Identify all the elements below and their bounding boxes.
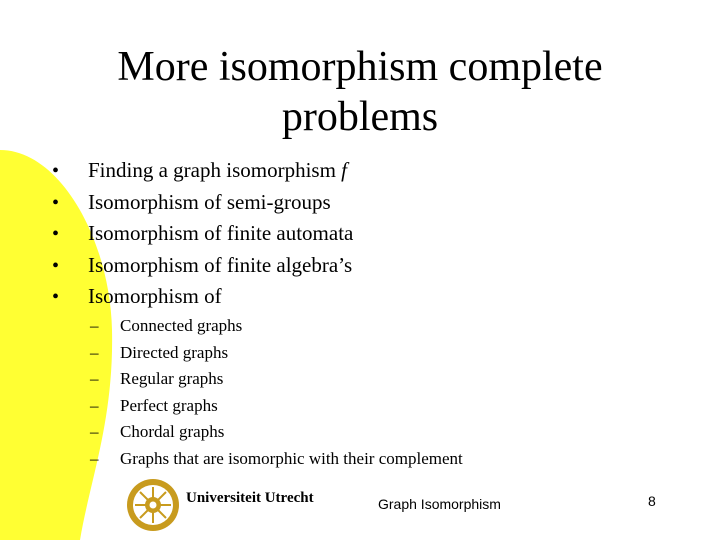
- bullet-text: Isomorphism of finite automata: [88, 221, 354, 245]
- bullet-item: [52, 190, 612, 222]
- sub-symbol: –: [90, 448, 99, 468]
- bullet-emph: f: [341, 158, 348, 182]
- sub-symbol: –: [90, 369, 99, 388]
- slide-title-line2: problems: [281, 94, 439, 140]
- slide-number: 8: [648, 493, 656, 509]
- sub-item-text: Directed graphs: [120, 342, 229, 362]
- bullet-item: [52, 158, 612, 190]
- bullet-symbol: •: [52, 223, 60, 245]
- sub-bullet-list: [90, 316, 610, 475]
- university-name: Universiteit Utrecht: [186, 490, 314, 506]
- sub-symbol: –: [90, 422, 99, 441]
- sub-item-text: Graphs that are isomorphic with their complement: [120, 448, 463, 468]
- sub-item: [90, 396, 610, 423]
- sub-item: [90, 343, 610, 370]
- bullet-symbol: •: [52, 254, 60, 277]
- sub-item: [90, 316, 610, 343]
- bullet-item: [52, 253, 612, 285]
- sub-item-text: Perfect graphs: [120, 395, 218, 415]
- slide-title: [60, 42, 660, 142]
- bullet-symbol: •: [52, 191, 60, 214]
- bullet-text: Isomorphism of: [88, 284, 222, 308]
- sub-item: [90, 449, 610, 476]
- bullet-item: [52, 221, 612, 253]
- bullet-text: Isomorphism of finite algebra’s: [88, 252, 353, 277]
- sub-symbol: –: [90, 342, 99, 362]
- sun-seal-icon: [125, 477, 181, 533]
- bullet-text: Finding a graph isomorphism f: [88, 158, 348, 182]
- footer-title: Graph Isomorphism: [378, 496, 501, 512]
- bullet-list: [52, 158, 612, 316]
- sub-symbol: –: [90, 395, 99, 415]
- bullet-item: [52, 284, 612, 316]
- bullet-symbol: •: [52, 160, 60, 182]
- bullet-symbol: •: [52, 286, 60, 308]
- sub-item: [90, 369, 610, 396]
- slide-title-line1: More isomorphism complete: [117, 44, 603, 90]
- sub-item-text: Connected graphs: [120, 316, 243, 335]
- sub-item-text: Regular graphs: [120, 369, 224, 388]
- sub-item: [90, 422, 610, 449]
- bullet-text: Isomorphism of semi-groups: [88, 189, 331, 214]
- sub-symbol: –: [90, 316, 99, 335]
- sub-item-text: Chordal graphs: [120, 422, 225, 441]
